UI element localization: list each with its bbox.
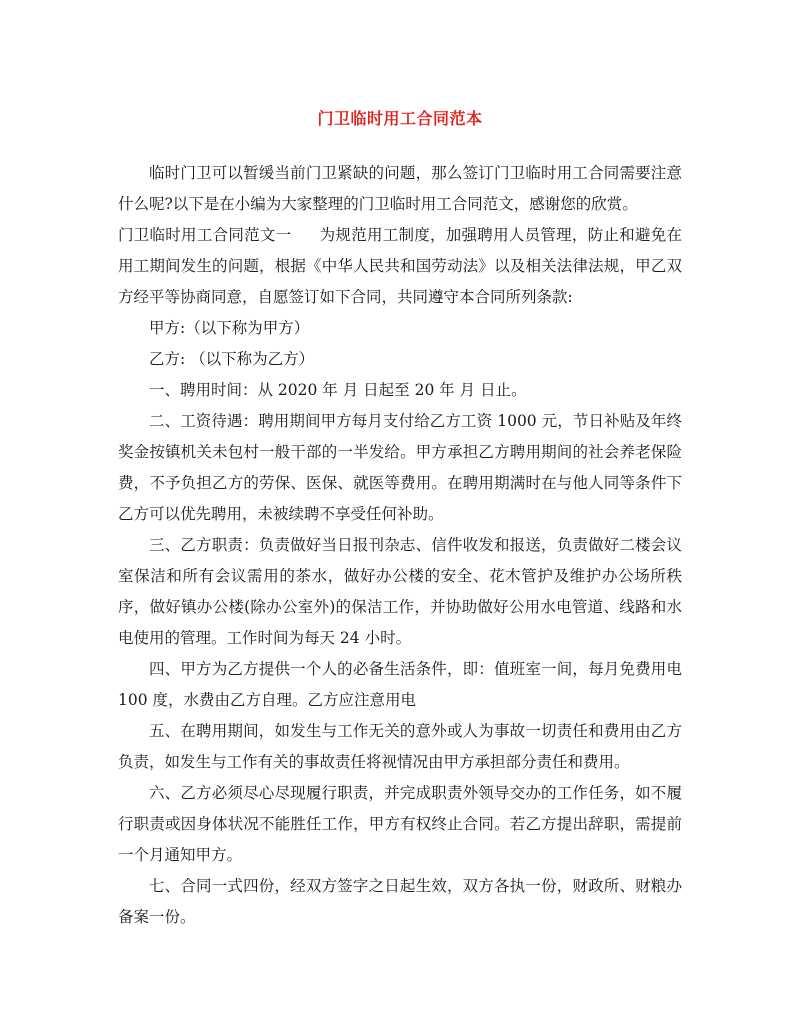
document-body xyxy=(118,158,682,933)
clause-3: 三、乙方职责：负责做好当日报刊杂志、信件收发和报送，负责做好二楼会议室保洁和所有会议需用的茶水，做好办公楼的安全、花木管护及维护办公场所秩序，做好镇办公楼(除办公室外)的保洁工作，并协助做好公用水电管道、线路和水电使用的管理。工作时间为每天 24 小时。 xyxy=(118,536,682,647)
clause-5: 五、在聘用期间，如发生与工作无关的意外或人为事故一切责任和费用由乙方负责，如发生与工作有关的事故责任将视情况由甲方承担部分责任和费用。 xyxy=(118,722,682,771)
clause-4: 四、甲方为乙方提供一个人的必备生活条件，即：值班室一间，每月免费用电 100 度，水费由乙方自理。乙方应注意用电 xyxy=(118,660,682,709)
clause-2: 二、工资待遇：聘用期间甲方每月支付给乙方工资 1000 元，节日补贴及年终奖金按镇机关未包村一般干部的一半发给。甲方承担乙方聘用期间的社会养老保险费，不予负担乙方的劳保、医保、就医等费用。在聘用期满时在与他人同等条件下乙方可以优先聘用，未被续聘不享受任何补助。 xyxy=(118,412,682,523)
clause-1: 一、聘用时间：从 2020 年 月 日起至 20 年 月 日止。 xyxy=(149,381,527,399)
sample-intro: 为规范用工制度，加强聘用人员管理，防止和避免在用工期间发生的问题，根据《中华人民共和国劳动法》以及相关法律法规，甲乙双方经平等协商同意，自愿签订如下合同，共同遵守本合同所列条款: xyxy=(118,226,682,306)
clause-6: 六、乙方必须尽心尽现履行职责，并完成职责外领导交办的工作任务，如不履行职责或因身体状况不能胜任工作，甲方有权终止合同。若乙方提出辞职，需提前一个月通知甲方。 xyxy=(118,784,682,864)
party-a-line: 甲方:（以下称为甲方） xyxy=(149,319,310,337)
intro-paragraph: 临时门卫可以暂缓当前门卫紧缺的问题，那么签订门卫临时用工合同需要注意什么呢?以下是在小编为大家整理的门卫临时用工合同范文，感谢您的欣赏。 xyxy=(118,164,682,213)
document-title: 门卫临时用工合同范本 xyxy=(317,109,483,128)
clause-7: 七、合同一式四份，经双方签字之日起生效，双方各执一份，财政所、财粮办备案一份。 xyxy=(118,877,682,926)
party-b-line: 乙方: （以下称为乙方） xyxy=(149,350,315,368)
sample-paragraph xyxy=(118,220,682,313)
sample-heading: 门卫临时用工合同范文一 xyxy=(118,226,292,244)
